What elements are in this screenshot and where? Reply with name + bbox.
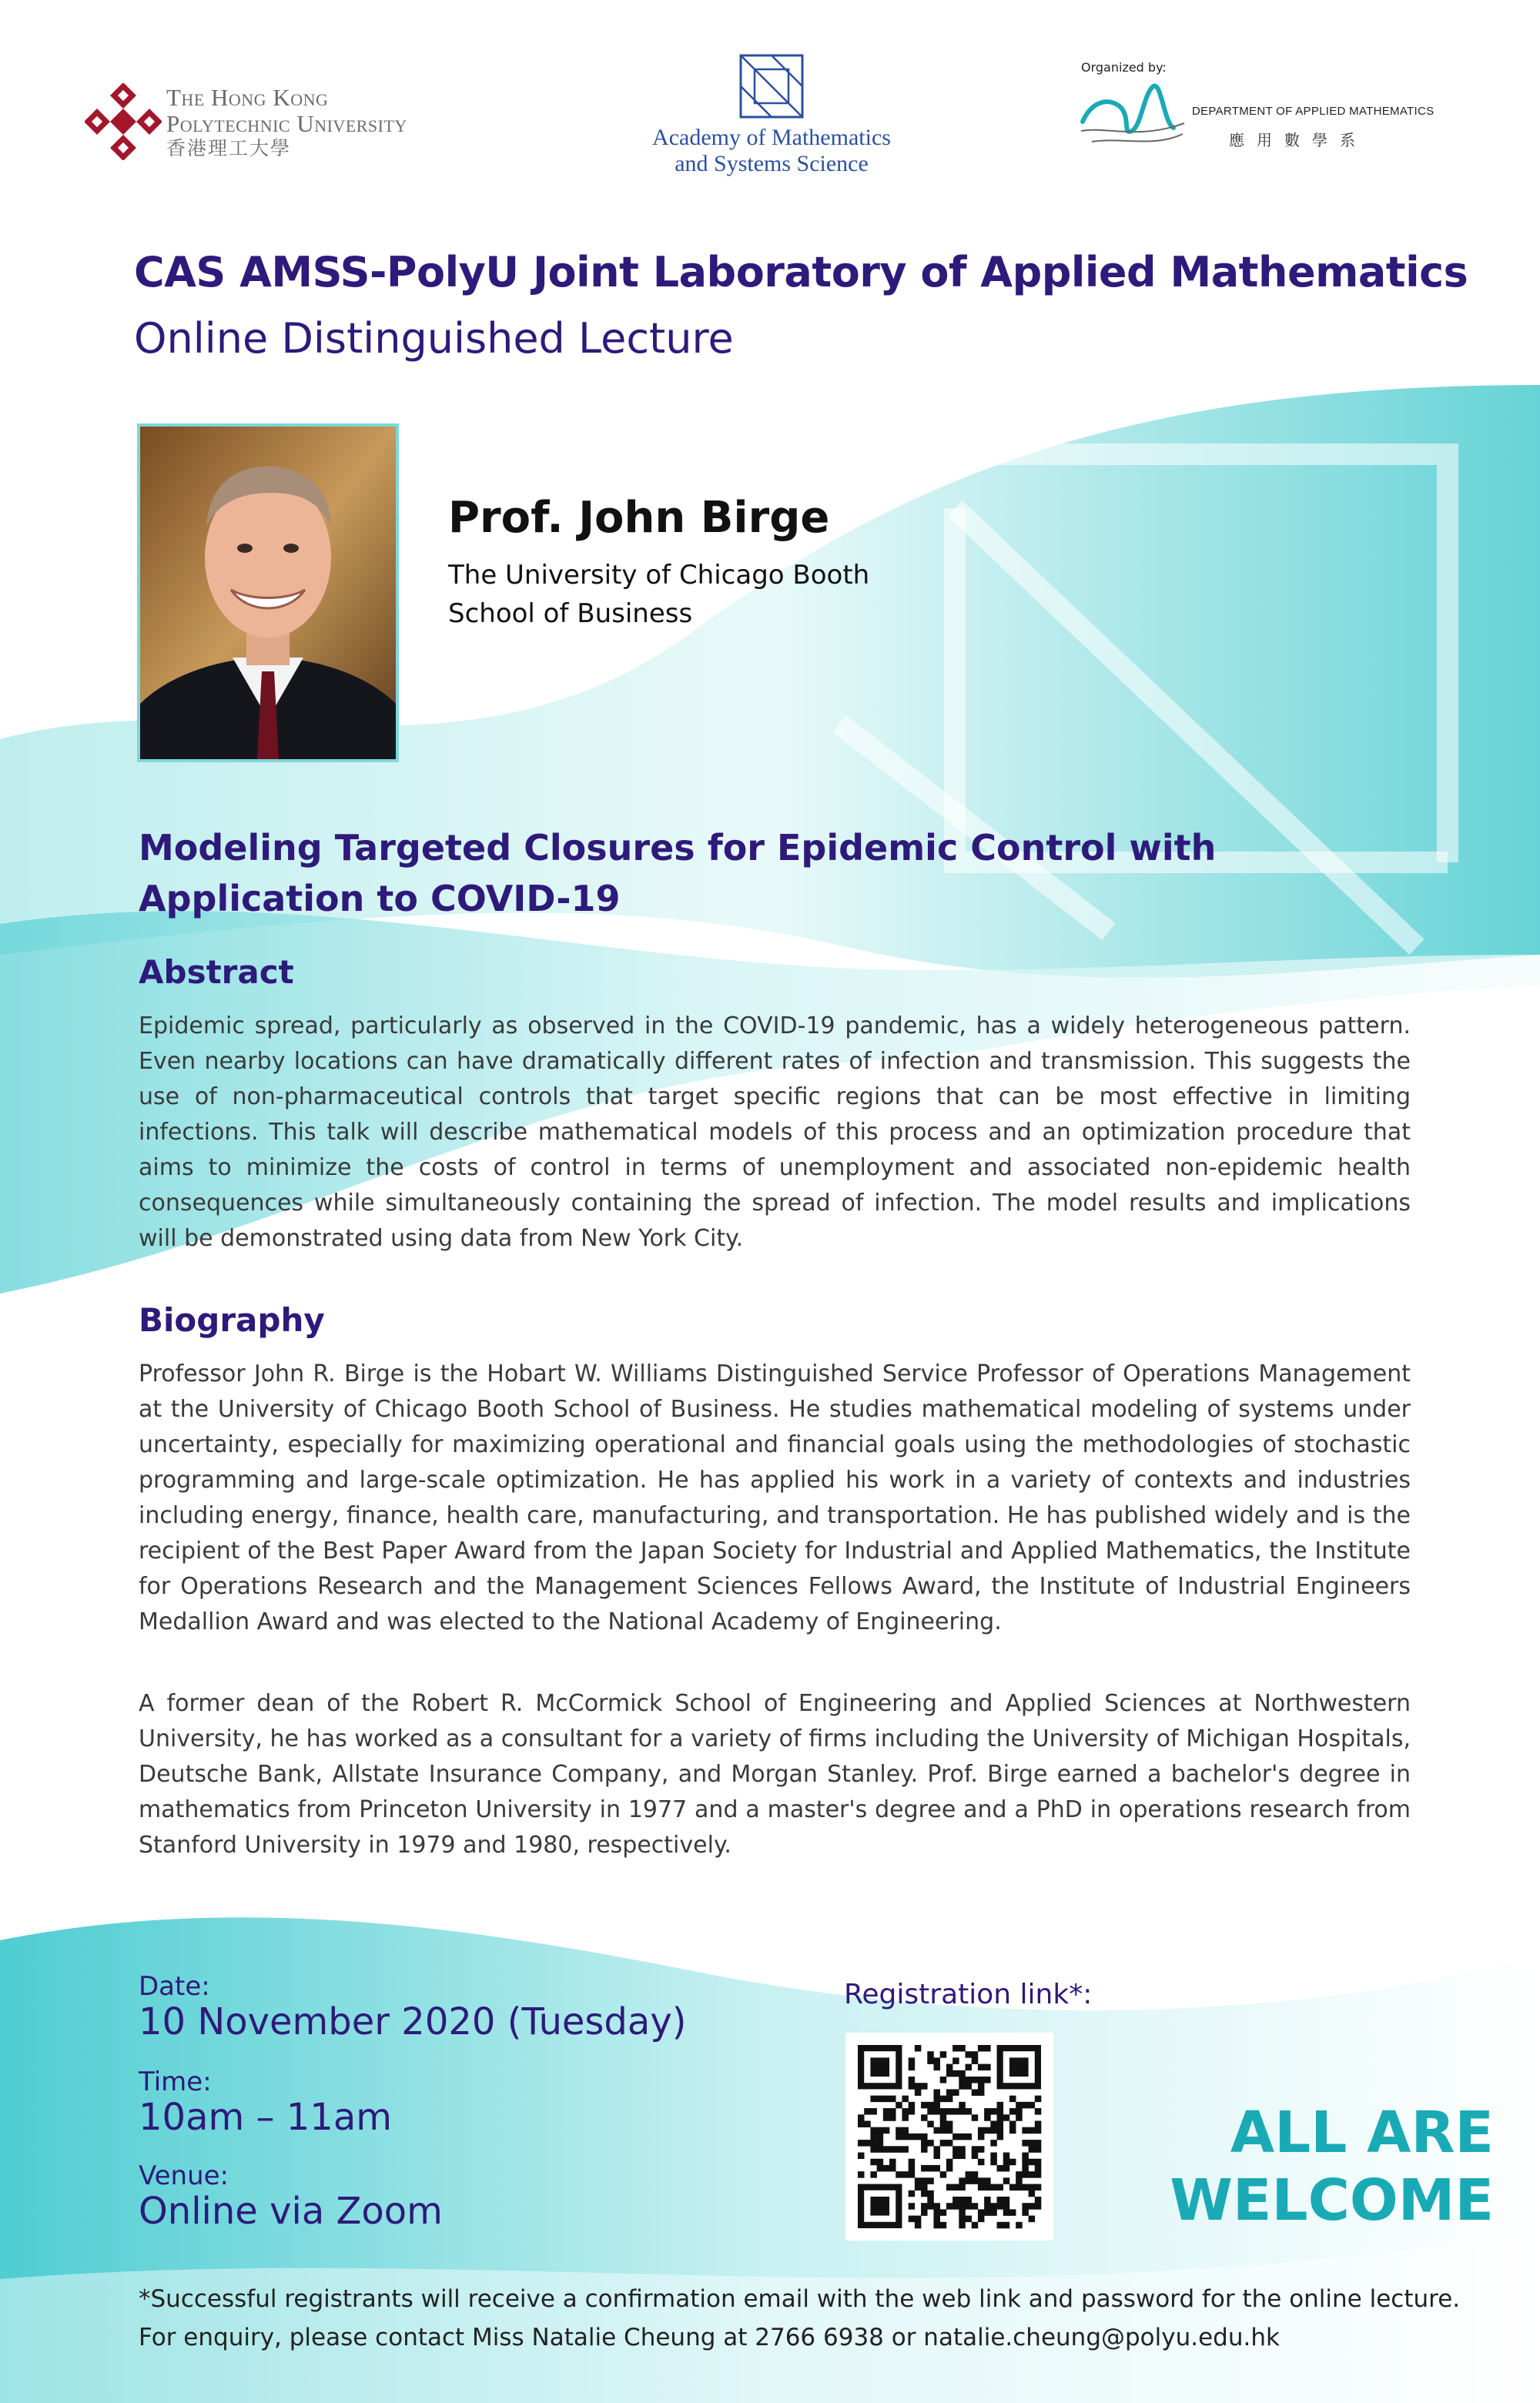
amss-name xyxy=(608,125,935,177)
speaker-affiliation xyxy=(448,556,869,633)
speaker-affiliation-line2: School of Business xyxy=(448,598,693,629)
qr-code-icon xyxy=(845,2033,1053,2241)
amss-name-line2: and Systems Science xyxy=(675,151,869,176)
venue-value: Online via Zoom xyxy=(139,2190,443,2233)
welcome-line1: ALL ARE xyxy=(1230,2100,1494,2166)
speaker-portrait-illustration xyxy=(140,427,396,759)
speaker-name: Prof. John Birge xyxy=(448,493,830,543)
polyu-chinese-name: 香港理工大學 xyxy=(166,139,292,159)
dept-chinese-name: 應用數學系 xyxy=(1229,131,1368,149)
dept-applied-math-logo xyxy=(1076,77,1192,157)
amss-logo xyxy=(739,54,804,119)
time-value: 10am – 11am xyxy=(139,2096,393,2139)
date-label: Date: xyxy=(139,1971,210,2002)
organized-by-label: Organized by: xyxy=(1081,60,1167,75)
polyu-logo xyxy=(85,83,162,160)
biography-paragraph-2: A former dean of the Robert R. McCormick School of Engineering and Applied Sciences at Northwestern University, he has worked as a consultant for a variety of firms including the University of Michigan Hospitals, Deutsche Bank, Allstate Insurance Company, and Morgan Stanley. Prof. Birge earned a bachelor's degree in mathematics from Princeton University in 1977 and a master's degree and a PhD in operations research from Stanford University in 1979 and 1980, respectively. xyxy=(139,1690,1411,1859)
registration-note: *Successful registrants will receive a confirmation email with the web link and password for the online lecture. xyxy=(139,2285,1461,2313)
speaker-affiliation-line1: The University of Chicago Booth xyxy=(448,560,870,591)
registration-label: Registration link*: xyxy=(844,1979,1093,2010)
abstract-text: Epidemic spread, particularly as observed in the COVID-19 pandemic, has a widely heterogeneous pattern. Even nearby locations can have dramatically different rates of infection and transmission. This suggests the use of non-pharmaceutical controls that target specific regions that can be most effective in limiting infections. This talk will describe mathematical models of this process and an optimization procedure that aims to minimize the costs of control in terms of unemployment and associated non-epidemic health consequences while simultaneously containing the spread of infection. The model results and implications will be demonstrated using data from New York City. xyxy=(139,1012,1411,1252)
talk-title-line2: Application to COVID-19 xyxy=(139,878,621,919)
registration-qr-code[interactable] xyxy=(845,2033,1053,2241)
biography-paragraph-1: Professor John R. Birge is the Hobart W. Williams Distinguished Service Professor of Operations Management at the University of Chicago Booth School of Business. He studies mathematical modeling of systems under uncertainty, especially for maximizing operational and financial goals using the methodologies of stochastic programming and large-scale optimization. He has applied his work in a variety of contexts and industries including energy, finance, health care, manufacturing, and transportation. He has published widely and is the recipient of the Best Paper Award from the Japan Society for Industrial and Applied Mathematics, the Institute for Operations Research and the Management Sciences Fellows Award, the Institute of Industrial Engineers Medallion Award and was elected to the National Academy of Engineering. xyxy=(139,1360,1411,1635)
polyu-name xyxy=(166,85,407,162)
time-label: Time: xyxy=(139,2067,212,2097)
polyu-name-line1: The Hong Kong xyxy=(166,84,329,111)
talk-title-line1: Modeling Targeted Closures for Epidemic Control with xyxy=(139,827,1217,868)
amss-name-line1: Academy of Mathematics xyxy=(652,125,891,150)
dept-name: DEPARTMENT OF APPLIED MATHEMATICS xyxy=(1192,105,1435,118)
welcome-line2: WELCOME xyxy=(1170,2167,1494,2234)
event-title: CAS AMSS-PolyU Joint Laboratory of Applied Mathematics xyxy=(134,248,1468,296)
date-value: 10 November 2020 (Tuesday) xyxy=(139,2000,687,2043)
all-are-welcome xyxy=(1124,2099,1494,2234)
abstract-heading: Abstract xyxy=(139,953,294,991)
biography-heading: Biography xyxy=(139,1301,325,1339)
venue-label: Venue: xyxy=(139,2160,229,2191)
speaker-photo xyxy=(137,423,399,762)
polyu-name-line2: Polytechnic University xyxy=(166,110,407,137)
enquiry-contact: For enquiry, please contact Miss Natalie Cheung at 2766 6938 or natalie.cheung@polyu.edu.hk xyxy=(139,2324,1280,2351)
event-subtitle: Online Distinguished Lecture xyxy=(134,314,734,363)
talk-title xyxy=(139,822,1448,924)
